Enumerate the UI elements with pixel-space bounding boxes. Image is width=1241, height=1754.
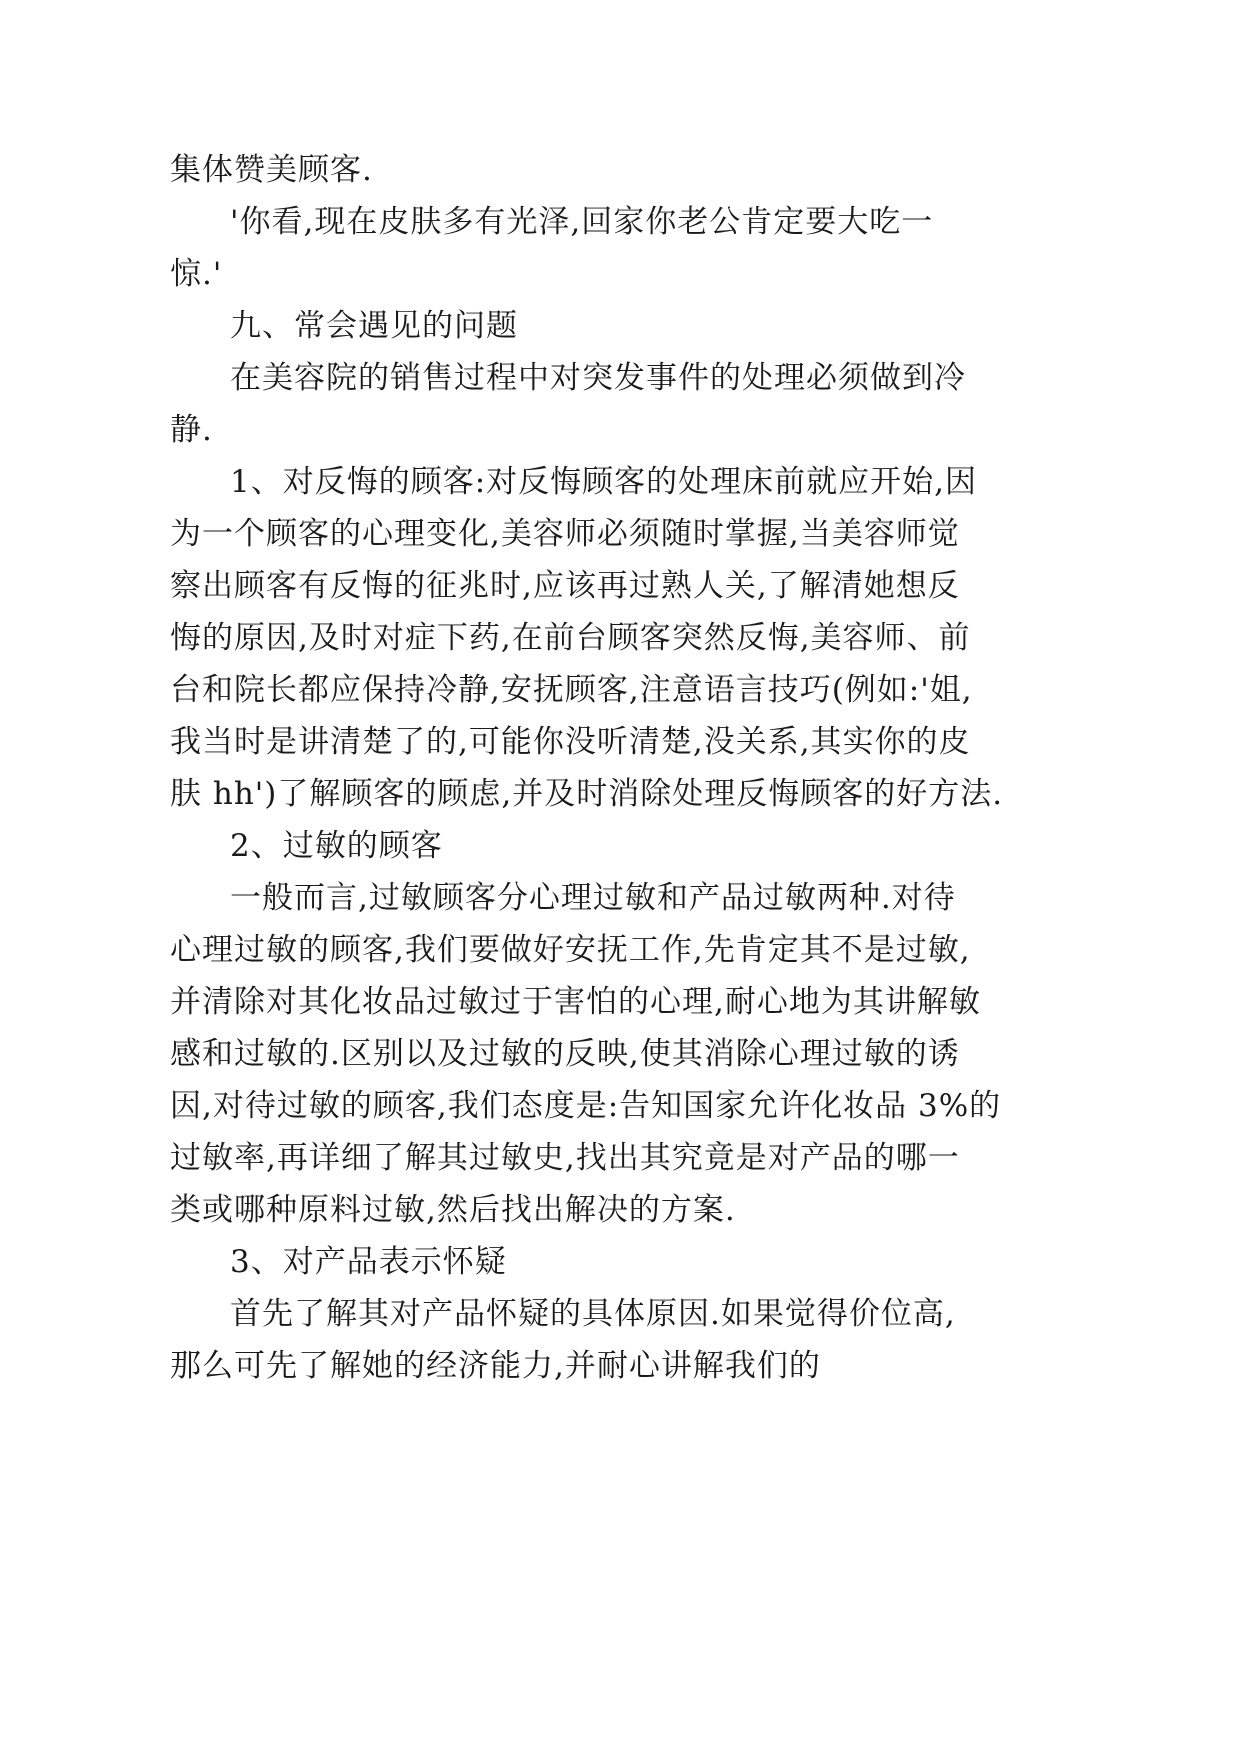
line-text: 类或哪种原料过敏,然后找出解决的方案. bbox=[170, 1192, 736, 1228]
heading-text: 九、常会遇见的问题 bbox=[230, 308, 518, 344]
line-text: 静. bbox=[170, 412, 213, 448]
line-text: 那么可先了解她的经济能力,并耐心讲解我们的 bbox=[170, 1348, 821, 1384]
line-text: 台和院长都应保持冷静,安抚顾客,注意语言技巧(例如:'姐, bbox=[170, 672, 973, 708]
line-text: 悔的原因,及时对症下药,在前台顾客突然反悔,美容师、前 bbox=[170, 620, 971, 656]
line-text: 在美容院的销售过程中对突发事件的处理必须做到冷 bbox=[230, 360, 966, 396]
line-text: 1、对反悔的顾客:对反悔顾客的处理床前就应开始,因 bbox=[230, 464, 978, 500]
line-text: 心理过敏的顾客,我们要做好安抚工作,先肯定其不是过敏, bbox=[170, 932, 971, 968]
line-text: 惊.' bbox=[170, 256, 223, 292]
line-text: 一般而言,过敏顾客分心理过敏和产品过敏两种.对待 bbox=[230, 880, 956, 916]
line-text: 感和过敏的.区别以及过敏的反映,使其消除心理过敏的诱 bbox=[170, 1036, 960, 1072]
line-text: 集体赞美顾客. bbox=[170, 152, 373, 188]
heading-text: 2、过敏的顾客 bbox=[230, 828, 443, 864]
line-text: 我当时是讲清楚了的,可能你没听清楚,没关系,其实你的皮 bbox=[170, 724, 971, 760]
line-text: 察出顾客有反悔的征兆时,应该再过熟人关,了解清她想反 bbox=[170, 568, 960, 604]
heading-text: 3、对产品表示怀疑 bbox=[230, 1244, 507, 1280]
line-text: '你看,现在皮肤多有光泽,回家你老公肯定要大吃一 bbox=[230, 204, 934, 240]
line-text: 肤 hh')了解顾客的顾虑,并及时消除处理反悔顾客的好方法. bbox=[170, 776, 1004, 812]
line-text: 并清除对其化妆品过敏过于害怕的心理,耐心地为其讲解敏 bbox=[170, 984, 981, 1020]
line-text: 首先了解其对产品怀疑的具体原因.如果觉得价位高, bbox=[230, 1296, 956, 1332]
line-text: 过敏率,再详细了解其过敏史,找出其究竟是对产品的哪一 bbox=[170, 1140, 960, 1176]
line-text: 为一个顾客的心理变化,美容师必须随时掌握,当美容师觉 bbox=[170, 516, 960, 552]
line-text: 因,对待过敏的顾客,我们态度是:告知国家允许化妆品 3%的 bbox=[170, 1088, 1002, 1124]
